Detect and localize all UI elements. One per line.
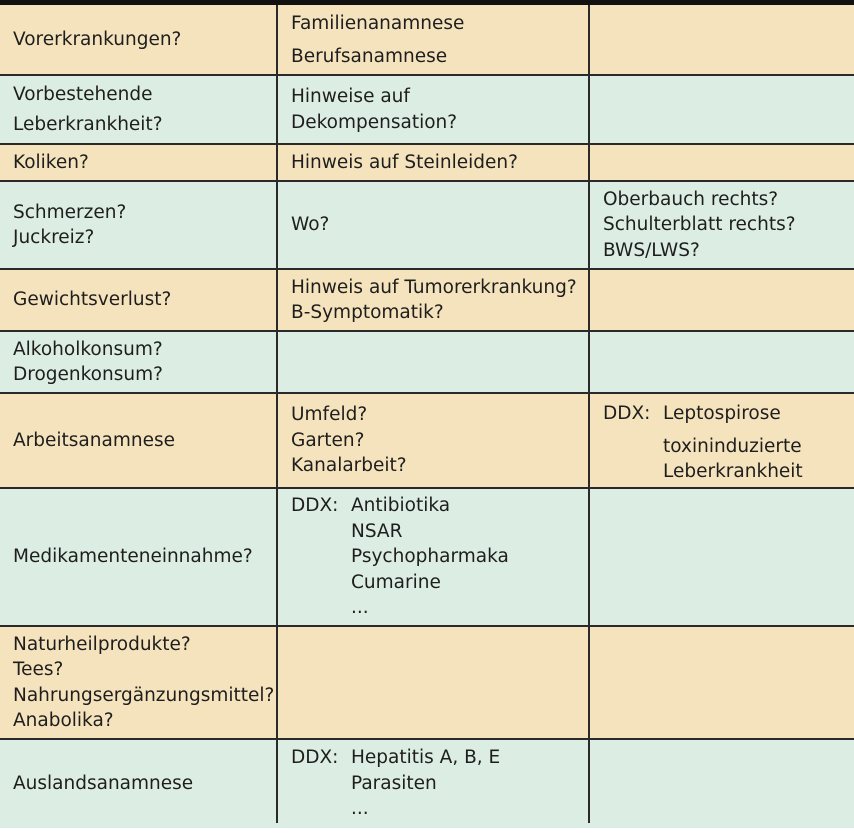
row-topic-cell	[13, 626, 275, 739]
row-question-text: Hinweise auf	[291, 86, 410, 107]
row-question-text: Umfeld?	[291, 404, 368, 426]
ddx-item: Leberkrankheit	[663, 461, 803, 482]
ddx-block	[603, 401, 853, 485]
ddx-item: Psychopharmaka	[351, 546, 509, 568]
row-detail-cell	[603, 181, 853, 269]
ddx-label: DDX:	[291, 747, 339, 769]
row-detail-text: Oberbauch rechts?	[603, 188, 779, 210]
row-question-cell	[291, 488, 586, 626]
row-question-cell	[291, 269, 586, 331]
row-divider	[0, 392, 854, 394]
row-detail-cell	[603, 393, 853, 488]
row-divider	[0, 330, 854, 332]
row-topic-text: Nahrungsergänzungsmittel?	[13, 684, 275, 706]
table-row	[0, 393, 854, 488]
row-question-text: Wo?	[291, 214, 330, 236]
row-topic-cell	[13, 739, 275, 828]
ddx-list	[351, 493, 509, 621]
table-row	[0, 75, 854, 144]
row-topic-cell	[13, 181, 275, 269]
row-detail-text: Schulterblatt rechts?	[603, 214, 796, 236]
row-topic-text: Medikamenteneinnahme?	[13, 546, 253, 568]
row-divider	[0, 268, 854, 270]
row-topic-cell	[13, 331, 275, 393]
row-topic-cell	[13, 393, 275, 488]
row-divider	[0, 738, 854, 740]
column-divider	[276, 5, 278, 823]
table-row	[0, 181, 854, 269]
ddx-item: Leptospirose	[663, 403, 781, 424]
table-row	[0, 269, 854, 331]
row-topic-text: Leberkrankheit?	[13, 113, 163, 135]
ddx-block	[291, 745, 586, 822]
row-topic-text: Gewichtsverlust?	[13, 289, 172, 311]
table-row	[0, 488, 854, 626]
table-row	[0, 626, 854, 739]
row-topic-text: Anabolika?	[13, 710, 114, 731]
ddx-list	[663, 401, 803, 485]
ddx-block	[291, 493, 586, 621]
row-divider	[0, 625, 854, 627]
ddx-item: Cumarine	[351, 571, 441, 593]
row-topic-text: Auslandsanamnese	[13, 772, 194, 794]
ddx-item: toxininduzierte	[663, 435, 802, 457]
ddx-label: DDX:	[603, 403, 651, 424]
table-row	[0, 144, 854, 181]
row-topic-text: Vorbestehende	[13, 83, 153, 105]
ddx-item: NSAR	[351, 520, 403, 542]
row-topic-cell	[13, 75, 275, 144]
row-topic-text: Vorerkrankungen?	[13, 29, 182, 51]
row-question-text: Garten?	[291, 429, 365, 451]
row-question-cell	[291, 393, 586, 488]
row-question-text: B-Symptomatik?	[291, 302, 444, 323]
row-topic-text: Naturheilprodukte?	[13, 633, 191, 655]
row-topic-text: Arbeitsanamnese	[13, 429, 175, 451]
row-topic-text: Schmerzen?	[13, 201, 127, 223]
row-detail-text: BWS/LWS?	[603, 239, 700, 261]
ddx-item: ...	[351, 798, 369, 820]
row-question-text: Kanalarbeit?	[291, 455, 407, 477]
row-question-text: Hinweis auf Steinleiden?	[291, 151, 518, 173]
row-topic-text: Tees?	[13, 659, 64, 680]
row-topic-text: Alkoholkonsum?	[13, 338, 163, 360]
row-divider	[0, 487, 854, 489]
row-divider	[0, 143, 854, 145]
row-question-cell	[291, 75, 586, 144]
row-question-cell	[291, 5, 586, 75]
row-question-cell	[291, 739, 586, 828]
row-question-cell	[291, 181, 586, 269]
row-divider	[0, 74, 854, 76]
row-topic-text: Drogenkonsum?	[13, 364, 163, 385]
row-question-text: Familienanamnese	[291, 13, 465, 34]
ddx-item: Parasiten	[351, 772, 437, 794]
ddx-list	[351, 745, 500, 822]
column-divider	[588, 5, 590, 823]
row-topic-cell	[13, 144, 275, 181]
table-row	[0, 5, 854, 75]
row-question-text: Hinweis auf Tumorerkrankung?	[291, 276, 577, 298]
row-topic-cell	[13, 5, 275, 75]
row-topic-cell	[13, 488, 275, 626]
ddx-item: Antibiotika	[351, 495, 451, 517]
table-row	[0, 739, 854, 828]
ddx-item: Hepatitis A, B, E	[351, 747, 501, 769]
row-topic-text: Koliken?	[13, 151, 89, 173]
row-question-cell	[291, 144, 586, 181]
table-row	[0, 331, 854, 393]
ddx-label: DDX:	[291, 495, 339, 517]
row-question-text: Berufsanamnese	[291, 46, 448, 67]
row-question-text: Dekompensation?	[291, 111, 458, 133]
row-topic-text: Juckreiz?	[13, 227, 95, 248]
row-topic-cell	[13, 269, 275, 331]
ddx-item: ...	[351, 597, 369, 619]
row-divider	[0, 180, 854, 182]
